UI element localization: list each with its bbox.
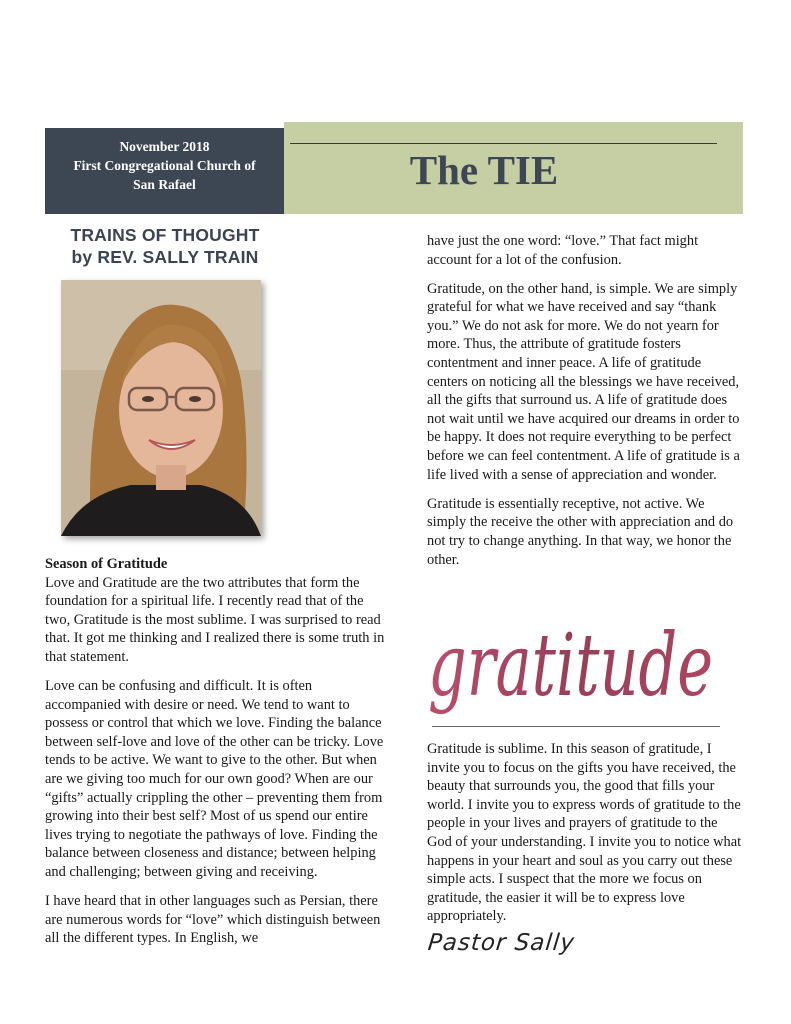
article-left-column bbox=[45, 555, 390, 958]
column-heading-line2: by REV. SALLY TRAIN bbox=[71, 247, 259, 267]
signature: Pastor Sally bbox=[426, 930, 577, 956]
paragraph: have just the one word: “love.” That fact might account for a lot of the confusion. bbox=[427, 233, 699, 268]
column-heading bbox=[45, 224, 285, 268]
paragraph: Gratitude is essentially receptive, not active. We simply the receive the other with appreciation and do not try to change anything. In that way, we honor the other. bbox=[427, 495, 734, 568]
gratitude-lettering bbox=[420, 600, 720, 730]
paragraph: Love can be confusing and difficult. It is often accompanied with desire or need. We tend to want to possess or control that which we love. Finding the balance between self-love and love of the other can be tricky. Love tends to be active. We want to give to the other. But when are we giving too much for our own good? When are our “gifts” actually crippling the other – preventing them from growing into their best self? Most of us spend our entire lives trying to negotiate the pathways of love. Finding the balance between closeness and distance; between helping and challenging; between giving and receiving. bbox=[45, 678, 384, 880]
art-underline bbox=[432, 726, 720, 727]
portrait-image bbox=[61, 280, 261, 536]
church-name-line2: San Rafael bbox=[133, 177, 196, 192]
masthead-info-box bbox=[45, 128, 284, 214]
church-name-line1: First Congregational Church of bbox=[73, 158, 256, 173]
masthead-rule bbox=[290, 143, 717, 144]
issue-date: November 2018 bbox=[119, 139, 210, 154]
closing-paragraph: Gratitude is sublime. In this season of gratitude, I invite you to focus on the gifts you have received, the beauty that surrounds you, the good that fills your world. I invite you to express words of gratitude to the people in your lives and prayers of gratitude to the God of your understanding. I invite you to notice what happens in your heart and soul as you carry out these simple acts. I suspect that the more we focus on gratitude, the easier it will be to express love appropriately. bbox=[427, 741, 742, 925]
article-subheading: Season of Gratitude bbox=[45, 556, 168, 572]
article-closing bbox=[427, 740, 745, 936]
gratitude-art bbox=[420, 600, 720, 730]
paragraph: I have heard that in other languages such as Persian, there are numerous words for “love” which distinguish between all the different types. In English, we bbox=[45, 893, 381, 947]
author-photo bbox=[61, 280, 261, 536]
column-heading-line1: TRAINS OF THOUGHT bbox=[70, 225, 260, 245]
newsletter-title: The TIE bbox=[409, 147, 559, 193]
paragraph: Gratitude, on the other hand, is simple. We are simply grateful for what we have received and say “thank you.” We do not ask for more. We do not yearn for more. Thus, the attribute of gratitude fosters contentment and inner peace. A life of gratitude centers on noticing all the blessings we have received, all the gifts that surround us. A life of gratitude does not wait until we have acquired our dreams in order to be happy. It does not require everything to be perfect before we can feel contentment. A life of gratitude is a life lived with a sense of appreciation and wonder. bbox=[427, 280, 740, 483]
paragraph: Love and Gratitude are the two attributes that form the foundation for a spiritual life. I recently read that of the two, Gratitude is the most sublime. I was surprised to read that. It got me thinking and I realized there is some truth in that statement. bbox=[45, 574, 385, 665]
article-right-column bbox=[427, 232, 745, 580]
gratitude-word: gratitude bbox=[428, 616, 713, 716]
